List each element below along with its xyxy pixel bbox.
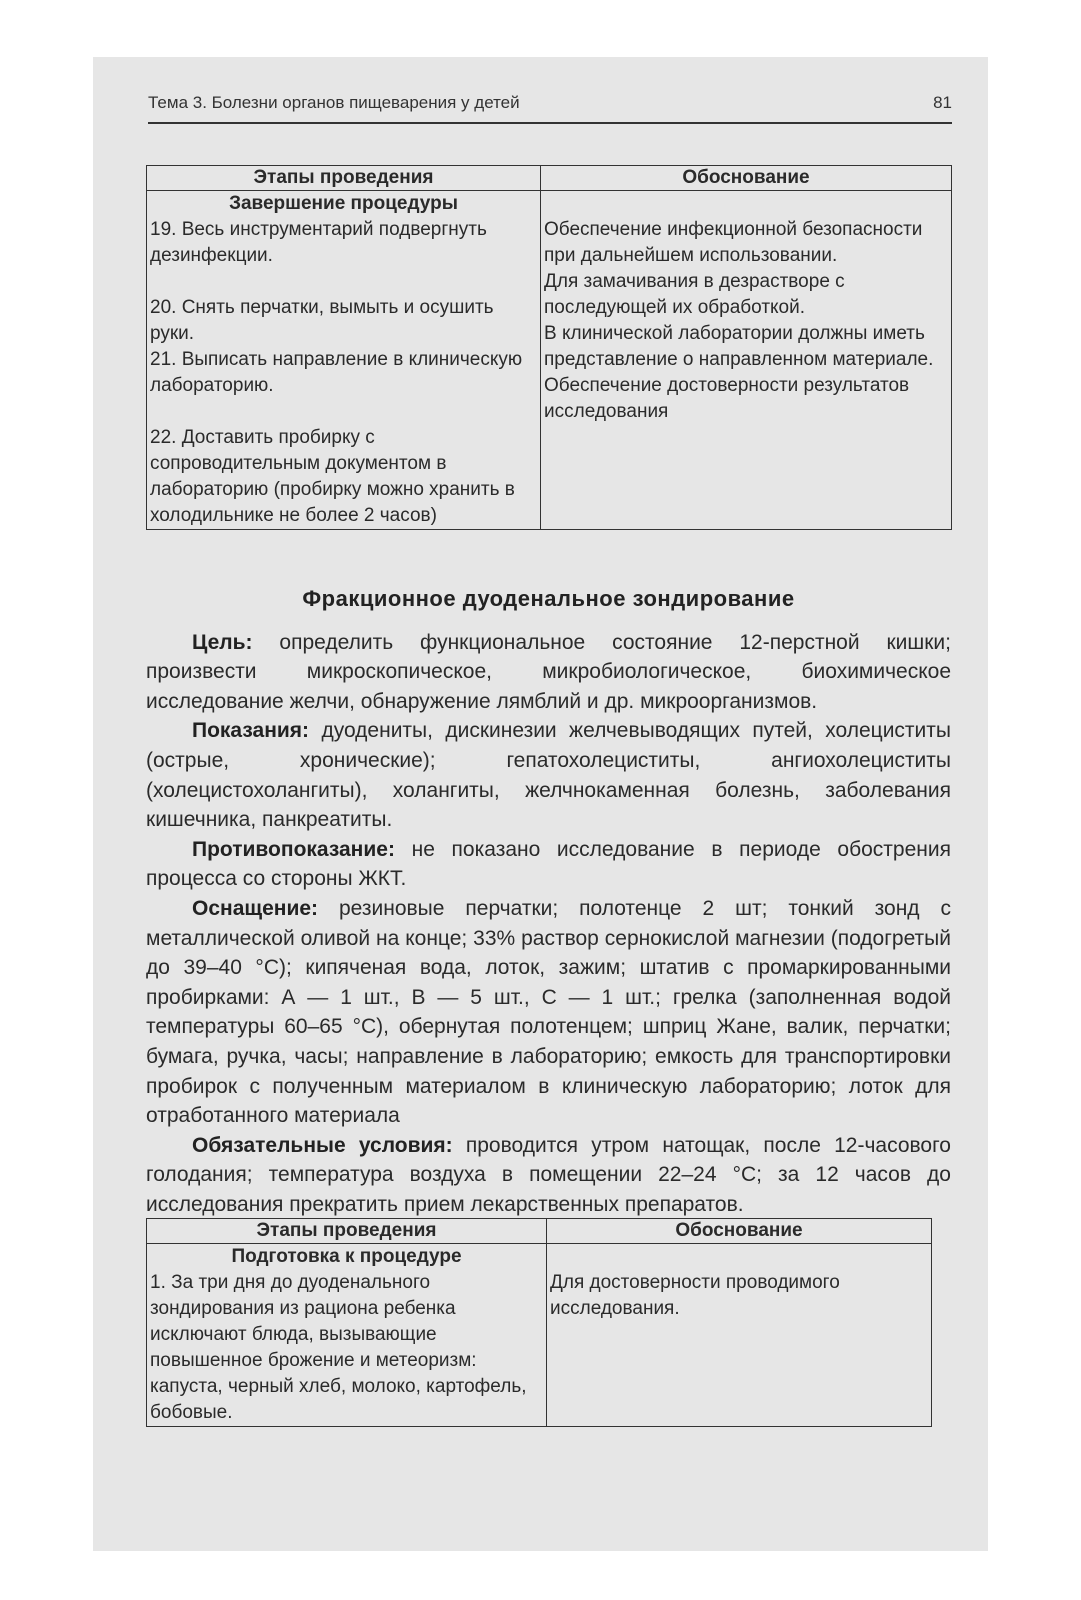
table-header-row (147, 166, 952, 191)
running-header (148, 93, 952, 124)
paragraph-indications (146, 716, 951, 834)
column-header-reason: Обоснование (541, 166, 952, 191)
reason-22: Обеспечение достоверности результатов исследования (544, 375, 910, 422)
label-equipment: Оснащение: (192, 896, 319, 920)
step-19: 19. Весь инструментарий подвергнуть дезинфекции. (150, 219, 487, 266)
page-number: 81 (933, 93, 952, 112)
steps-cell (147, 191, 541, 530)
table-row (147, 1244, 932, 1427)
reasons-cell (541, 191, 952, 530)
column-header-steps: Этапы проведения (147, 1219, 547, 1244)
table-row (147, 191, 952, 530)
text-conditions: проводится утром натощак, после 12-часового голодания; температура воздуха в помещении 22–24 °С; за 12 часов до исследования прекратить прием лекарственных препаратов. (146, 1133, 951, 1216)
step-1: 1. За три дня до дуоденального зондирования из рациона ребенка исключают блюда, вызывающие повышенное брожение и метеоризм: капуста, черный хлеб, молоко, картофель, бобовые. (150, 1272, 527, 1423)
paragraph-contraindication (146, 835, 951, 894)
book-page (93, 57, 988, 1551)
step-20: 20. Снять перчатки, вымыть и осушить руки. (150, 297, 494, 344)
column-header-reason: Обоснование (547, 1219, 932, 1244)
label-conditions: Обязательные условия: (192, 1133, 453, 1157)
reason-21: В клинической лаборатории должны иметь представление о направленном материале. (544, 323, 934, 370)
text-contraindication: не показано исследование в периоде обострения процесса со стороны ЖКТ. (146, 837, 951, 891)
table-subheading: Подготовка к процедуре (231, 1246, 462, 1267)
reason-19: Обеспечение инфекционной безопасности при дальнейшем использовании. (544, 219, 923, 266)
table-header-row (147, 1219, 932, 1244)
steps-cell (147, 1244, 547, 1427)
paragraph-equipment (146, 894, 951, 1131)
procedure-table-completion (146, 165, 952, 530)
step-22: 22. Доставить пробирку с сопроводительным документом в лабораторию (пробирку можно хранить в холодильнике не более 2 часов) (150, 427, 515, 526)
paragraph-conditions (146, 1131, 951, 1220)
text-indications: дуодениты, дискинезии желчевыводящих путей, холециститы (острые, хронические); гепатохолециститы, ангиохолециститы (холецистохолангиты), холангиты, желчнокаменная болезнь, заболевания кишечника, панкреатиты. (146, 719, 951, 832)
section-title: Фракционное дуоденальное зондирование (302, 586, 795, 611)
paragraph-goal (146, 628, 951, 717)
reasons-cell (547, 1244, 932, 1427)
section-duodenal-probing (146, 584, 951, 1219)
label-contraindication: Противопоказание: (192, 837, 395, 861)
step-21: 21. Выписать направление в клиническую лабораторию. (150, 349, 523, 396)
text-goal: определить функциональное состояние 12-перстной кишки; произвести микроскопическое, микробиологическое, биохимическое исследование желчи, обнаружение лямблий и др. микроорганизмов. (146, 630, 951, 713)
reason-20: Для замачивания в дезрастворе с последующей их обработкой. (544, 271, 845, 318)
text-equipment: резиновые перчатки; полотенце 2 шт; тонкий зонд с металлической оливой на конце; 33% раствор сернокислой магнезии (подогретый до 39–40 °С); кипяченая вода, лоток, зажим; штатив с промаркированными пробирками: А — 1 шт., В — 5 шт., С — 1 шт.; грелка (заполненная водой температуры 60–65 °С), обернутая полотенцем; шприц Жане, валик, перчатки; бумага, ручка, часы; направление в лабораторию; емкость для транспортировки пробирок с полученным материалом в клиническую лабораторию; лоток для отработанного материала (146, 896, 951, 1128)
header-title: Тема 3. Болезни органов пищеварения у детей (148, 93, 520, 112)
reason-1: Для достоверности проводимого исследования. (550, 1272, 840, 1319)
label-goal: Цель: (192, 630, 253, 654)
label-indications: Показания: (192, 719, 310, 743)
column-header-steps: Этапы проведения (147, 166, 541, 191)
table-subheading: Завершение процедуры (229, 193, 458, 214)
procedure-table-preparation (146, 1218, 932, 1427)
